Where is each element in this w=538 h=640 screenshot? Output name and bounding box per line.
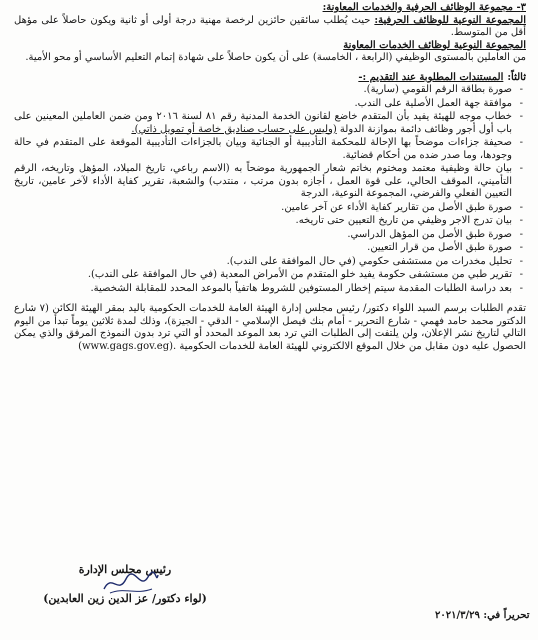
document-item [14, 111, 512, 136]
section-3-title: ٣- مجموعة الوظائف الحرفية والخدمات المعاونة: [322, 2, 526, 13]
issue-date [435, 610, 530, 621]
document-item: - صورة بطاقة الرقم القومي (سارية). [14, 84, 512, 97]
services-heading: المجموعة النوعية لوظائف الخدمات المعاونة [343, 39, 526, 51]
document-item: - تقرير طبي من مستشفى حكومة يفيد خلو المتقدم من الأمراض المعدية (في حال الموافقة على الندب). [14, 269, 512, 282]
handwritten-signature-icon [100, 569, 160, 597]
document-item: - صورة طبق الأصل من قرار التعيين. [14, 242, 512, 255]
document-item [14, 163, 512, 201]
document-item: - صورة طبق الأصل من تقارير كفاية الأداء عن آخر عامين. [14, 202, 512, 215]
document-item-extra: والشعبة، تقرير كفاية الأداء لآخر عامين، تاريخ التعيين الفعلي والفرضي، المجموعة النوعية، الدرجة [14, 175, 512, 199]
document-item-text: بيان حالة وظيفية معتمد ومختوم بخاتم شعار الجمهورية موضحاً به (الاسم رباعي، تاريخ الميلاد، المؤهل وتاريخه، الرقم التأميني، الموقف الحالي، على قوة العمل ، أجازه بدون مرتب ، منتدب) [14, 163, 512, 187]
docs-section-title [14, 72, 526, 85]
document-item: - صحيفة جزاءات موضحاً بها الإحالة للمحكمة التأديبية أو الجنائية وبيان بالجزاءات التأديبية الموقعة على المتقدم في حالة وجودها، وما صدر ضده من أحكام قضائية. [14, 137, 512, 162]
document-item: - موافقة جهة العمل الأصلية على الندب. [14, 98, 512, 111]
website-link[interactable]: (www.gags.gov.eg). [78, 340, 177, 352]
signatory-name: (لواء دكتور/ عز الدين زين العابدين) [43, 592, 207, 605]
date-value: ٢٠٢١/٣/٢٩ [435, 610, 480, 621]
document-item: - بعد دراسة الطلبات المقدمة سيتم إخطار المستوفين للشروط هاتفياً بالموعد المحدد للمقابلة الشخصية. [14, 283, 512, 296]
date-label: تحريراً في: [483, 610, 530, 621]
document-body [14, 2, 526, 353]
signature-title: رئيس مجلس الإدارة [78, 563, 172, 576]
docs-section-number: ثالثاً: [507, 71, 526, 83]
document-item: - صورة طبق الأصل من المؤهل الدراسي. [14, 229, 512, 242]
document-item-text: خطاب موجه للهيئة يفيد بأن المتقدم خاضع لقانون الخدمة المدنية رقم ٨١ لسنة ٢٠١٦ ومن ضمن العاملين المعينين على باب أول أجور وظائف دائمة بموازنة الدولة [14, 111, 512, 135]
crafts-heading: المجموعة النوعية للوظائف الحرفية: [374, 14, 526, 26]
closing-text: تقدم الطلبات برسم السيد اللواء دكتور/ رئيس مجلس إدارة الهيئة العامة للخدمات الحكومية باليد بمقر الهيئة الكائن (٧ شارع الدكتور محمد حامد فهمي - شارع التحرير - أمام بنك فيصل الإسلامي - الدقي - الجيزة)، وذلك لمدة ثلاثين يوماً تبدأ من اليوم التالي لتاريخ نشر الإعلان، ولن يلتفت إلى الطلبات التي ترد بعد الموعد المحدد أو التي ترد بدون النموذج المرفق والذي يمكن الحصول عليه دون مقابل من خلال الموقع الالكتروني للهيئة العامة للخدمات الحكومية [14, 303, 527, 352]
signature-block [30, 563, 220, 605]
crafts-paragraph [14, 15, 526, 40]
docs-section-heading: المستندات المطلوبة عند التقديم :- [358, 71, 504, 83]
required-documents-list [14, 84, 526, 295]
crafts-body: حيث يُطلب سائقين حائزين لرخصة مهنية درجة أولى أو ثانية ويكون حاصلاً على مؤهل أقل من المتوسط. [14, 14, 526, 38]
document-item: - تحليل مخدرات من مستشفى حكومي (في حال الموافقة على الندب). [14, 256, 512, 269]
closing-paragraph [14, 303, 526, 353]
document-item-underlined: (وليس على حساب صناديق خاصة أو تمويل ذاتي). [131, 123, 337, 135]
services-body: من العاملين بالمستوى الوظيفي (الرابعة ، الخامسة) على أن يكون حاصلاً على شهادة إتمام التعليم الأساسي أو محو الأمية. [25, 52, 526, 63]
document-item: - بيان تدرج الاجر وظيفي من تاريخ التعيين حتى تاريخه. [14, 215, 512, 228]
